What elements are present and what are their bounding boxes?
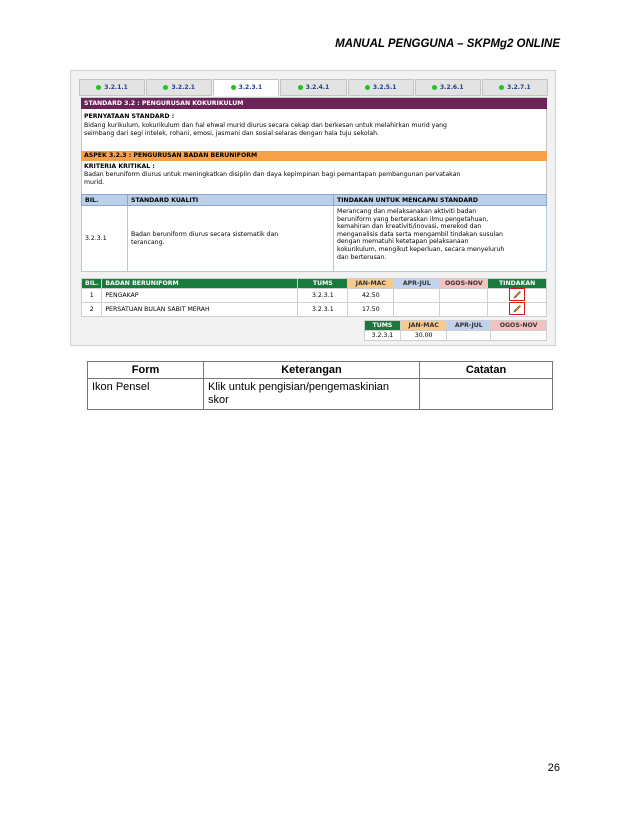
col-jan-mac: JAN-MAC <box>348 279 394 289</box>
std-bil: 3.2.3.1 <box>82 206 128 272</box>
row-tindakan <box>488 303 547 317</box>
pernyataan-label: PERNYATAAN STANDARD : <box>84 113 175 120</box>
status-dot-icon <box>365 85 370 90</box>
col-standard-kualiti: STANDARD KUALITI <box>128 195 334 206</box>
col-apr-jul: APR-JUL <box>447 321 491 331</box>
table-row <box>88 379 553 410</box>
tab-3-2-3-1[interactable]: 3.2.3.1 <box>213 79 279 96</box>
col-tindakan: TINDAKAN <box>488 279 547 289</box>
col-tums: TUMS <box>298 279 348 289</box>
tab-3-2-1-1[interactable]: 3.2.1.1 <box>79 79 145 96</box>
std-tindakan: Merancang dan melaksanakan aktiviti badan beruniform yang berteraskan ilmu pengetahuan, kemahiran dan kreativiti/inovasi, merekod dan menganalisis data serta mengambil tindakan susulan dengan mematuhi ketetapan pelaksanaan kokurikulum, mengikut keperluan, secara menyeluruh dan berterusan. <box>334 206 547 272</box>
pencil-icon[interactable] <box>511 304 523 313</box>
sum-apr-jul <box>447 331 491 341</box>
row-jan-mac: 42.50 <box>348 289 394 303</box>
aspek-title: ASPEK 3.2.3 : PENGURUSAN BADAN BERUNIFORM <box>81 151 547 161</box>
row-jan-mac: 17.50 <box>348 303 394 317</box>
pencil-icon[interactable] <box>511 290 523 299</box>
row-bil: 2 <box>82 303 102 317</box>
status-dot-icon <box>231 85 236 90</box>
sum-jan-mac: 30.00 <box>400 331 447 341</box>
pernyataan-text-1: Bidang kurikulum, kokurikulum dan hal ehwal murid diurus secara cekap dan berkesan untuk melahirkan murid yang <box>84 122 447 129</box>
status-dot-icon <box>499 85 504 90</box>
screenshot-figure <box>70 70 556 346</box>
col-jan-mac: JAN-MAC <box>400 321 447 331</box>
status-dot-icon <box>96 85 101 90</box>
col-tums: TUMS <box>365 321 401 331</box>
col-apr-jul: APR-JUL <box>394 279 440 289</box>
form-description-table <box>87 361 553 410</box>
row-apr-jul <box>394 289 440 303</box>
status-dot-icon <box>432 85 437 90</box>
col-tindakan: TINDAKAN UNTUK MENCAPAI STANDARD <box>334 195 547 206</box>
std-kualiti: Badan beruniform diurus secara sistematik dan terancang. <box>128 206 334 272</box>
tab-3-2-2-1[interactable]: 3.2.2.1 <box>146 79 212 96</box>
row-tindakan <box>488 289 547 303</box>
summary-table <box>364 320 547 341</box>
col-form: Form <box>88 362 204 379</box>
status-dot-icon <box>163 85 168 90</box>
table-row <box>82 206 547 272</box>
document-header: MANUAL PENGGUNA – SKPMg2 ONLINE <box>335 38 560 50</box>
row-tums: 3.2.3.1 <box>298 303 348 317</box>
sum-tums: 3.2.3.1 <box>365 331 401 341</box>
col-badan: BADAN BERUNIFORM <box>102 279 298 289</box>
tab-strip <box>79 79 549 96</box>
col-bil: BIL. <box>82 279 102 289</box>
table-row <box>82 303 547 317</box>
cell-form: Ikon Pensel <box>88 379 204 410</box>
kriteria-text-1: Badan beruniform diurus untuk meningkatkan disiplin dan daya kepimpinan bagi pemantapan pembangunan pervatakan <box>84 171 461 178</box>
tab-3-2-7-1[interactable]: 3.2.7.1 <box>482 79 548 96</box>
cell-keterangan: Klik untuk pengisian/pengemaskinian skor <box>204 379 420 410</box>
status-dot-icon <box>298 85 303 90</box>
badan-beruniform-table <box>81 278 547 317</box>
row-ogos-nov <box>440 289 488 303</box>
page-number: 26 <box>547 762 560 774</box>
kriteria-label: KRITERIA KRITIKAL : <box>84 163 155 170</box>
row-tums: 3.2.3.1 <box>298 289 348 303</box>
col-ogos-nov: OGOS-NOV <box>491 321 547 331</box>
standard-table <box>81 194 547 272</box>
col-ogos-nov: OGOS-NOV <box>440 279 488 289</box>
row-badan: PERSATUAN BULAN SABIT MERAH <box>102 303 298 317</box>
pernyataan-text-2: seimbang dari segi intelek, rohani, emosi, jasmani dan sosial selaras dengan hala tuju sekolah. <box>84 130 380 137</box>
table-row <box>365 331 547 341</box>
col-catatan: Catatan <box>420 362 553 379</box>
tab-3-2-4-1[interactable]: 3.2.4.1 <box>280 79 346 96</box>
col-keterangan: Keterangan <box>204 362 420 379</box>
row-badan: PENGAKAP <box>102 289 298 303</box>
kriteria-text-2: murid. <box>84 179 105 186</box>
row-apr-jul <box>394 303 440 317</box>
sum-ogos-nov <box>491 331 547 341</box>
row-bil: 1 <box>82 289 102 303</box>
cell-catatan <box>420 379 553 410</box>
tab-3-2-6-1[interactable]: 3.2.6.1 <box>415 79 481 96</box>
standard-title: STANDARD 3.2 : PENGURUSAN KOKURIKULUM <box>81 98 547 109</box>
row-ogos-nov <box>440 303 488 317</box>
table-row <box>82 289 547 303</box>
col-bil: BIL. <box>82 195 128 206</box>
tab-3-2-5-1[interactable]: 3.2.5.1 <box>348 79 414 96</box>
